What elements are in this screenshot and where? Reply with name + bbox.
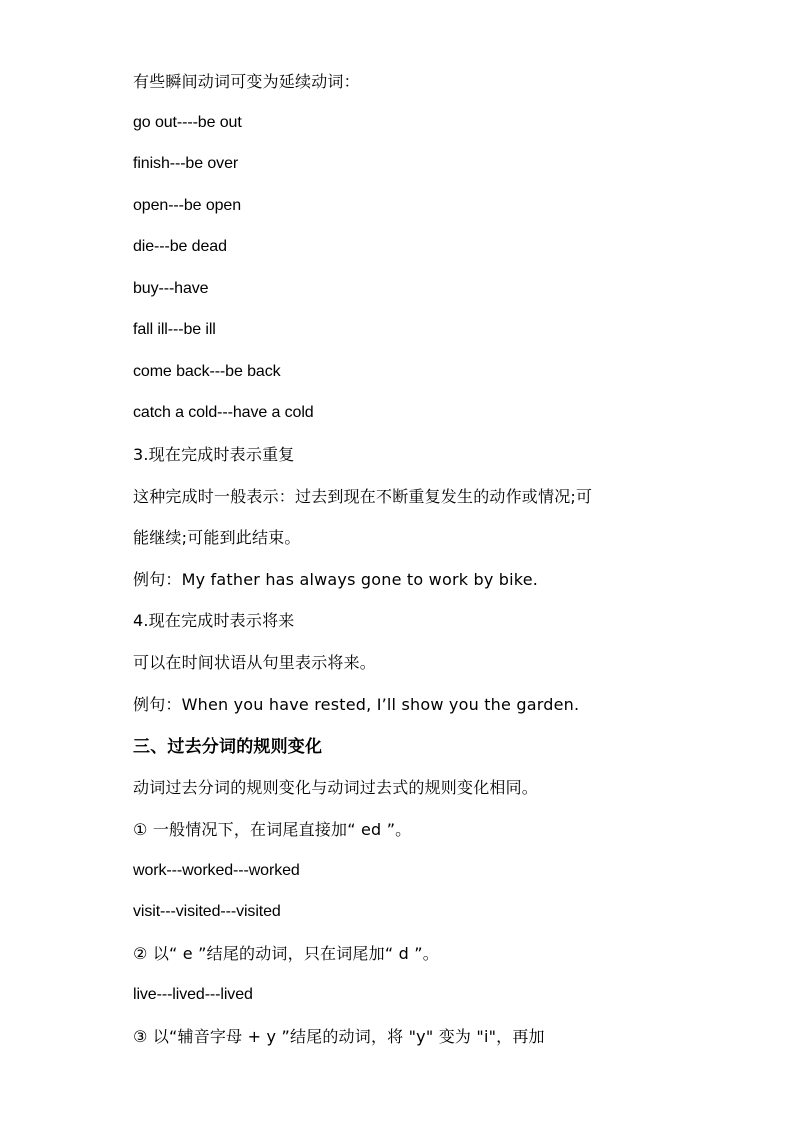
section-3-title: 3.现在完成时表示重复 [133, 445, 295, 464]
verb-pair-catch-cold: catch a cold---have a cold [133, 404, 314, 421]
verb-pair-buy: buy---have [133, 280, 209, 297]
section-heading: 三、过去分词的规则变化 [133, 737, 323, 757]
verb-pair-open: open---be open [133, 197, 242, 214]
paragraph-line: 能继续;可能到此结束。 [133, 528, 301, 547]
verb-example-work: work---worked---worked [133, 862, 300, 879]
verb-pair-come-back: come back---be back [133, 363, 281, 380]
section-4-title: 4.现在完成时表示将来 [133, 611, 295, 630]
paragraph-line: 这种完成时一般表示：过去到现在不断重复发生的动作或情况;可 [133, 487, 593, 506]
verb-pair-finish: finish---be over [133, 155, 239, 172]
verb-example-visit: visit---visited---visited [133, 903, 281, 920]
example-sentence: 例句：My father has always gone to work by bike. [133, 570, 539, 589]
verb-pair-die: die---be dead [133, 238, 227, 255]
verb-pair-go-out: go out----be out [133, 114, 242, 131]
intro-line: 有些瞬间动词可变为延续动词： [133, 72, 360, 91]
paragraph-line: 动词过去分词的规则变化与动词过去式的规则变化相同。 [133, 778, 539, 797]
rule-item-2: ② 以“ e ”结尾的动词，只在词尾加“ d ”。 [133, 944, 439, 963]
paragraph-line: 可以在时间状语从句里表示将来。 [133, 653, 377, 672]
verb-example-live: live---lived---lived [133, 986, 253, 1003]
rule-item-3: ③ 以“辅音字母 + y ”结尾的动词，将 "y" 变为 "i"，再加 [133, 1027, 545, 1046]
example-sentence: 例句：When you have rested, I’ll show you the garden. [133, 695, 580, 714]
rule-item-1: ① 一般情况下，在词尾直接加“ ed ”。 [133, 820, 412, 839]
verb-pair-fall-ill: fall ill---be ill [133, 321, 216, 338]
